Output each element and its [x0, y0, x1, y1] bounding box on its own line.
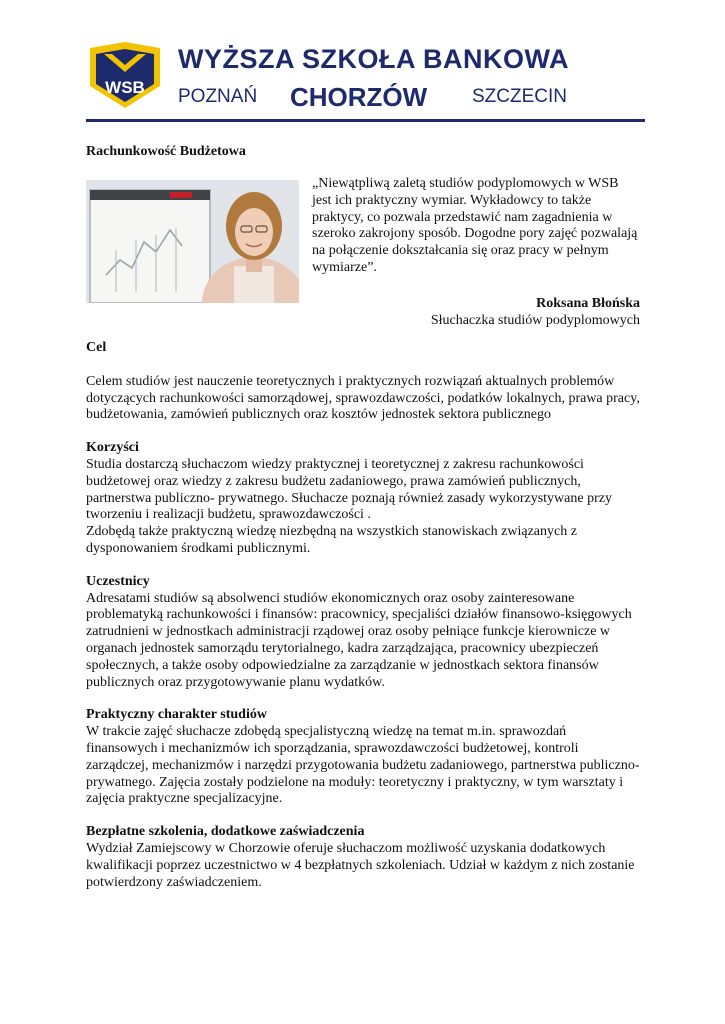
city-chorzow: CHORZÓW — [290, 82, 428, 112]
author-name: Roksana Błońska — [536, 296, 640, 311]
city-szczecin: SZCZECIN — [472, 86, 567, 107]
header-divider — [86, 119, 645, 122]
wsb-logo-emblem — [86, 42, 164, 110]
document-body — [86, 144, 640, 891]
testimonial-author — [431, 296, 640, 330]
student-photo — [86, 180, 299, 303]
section-text-cel: Celem studiów jest nauczenie teoretycznych i praktycznych rozwiązań aktualnych problemów dotyczących rachunkowości samorządowej, sprawozdawczości, podatków lokalnych, prawa pracy, budżetowania, zamówień publicznych oraz kosztów jednostek sektora publicznego — [86, 373, 640, 423]
section-heading-bezplatne: Bezpłatne szkolenia, dodatkowe zaświadczenia — [86, 824, 365, 840]
section-text-bezplatne: Wydział Zamiejscowy w Chorzowie oferuje słuchaczom możliwość uzyskania dodatkowych kwalifikacji poprzez uczestnictwo w 4 bezpłatnych szkoleniach. Udział w każdym z nich zostanie potwierdzony zaświadczeniem. — [86, 840, 635, 890]
section-heading-cel: Cel — [86, 340, 107, 355]
author-role: Słuchaczka studiów podyplomowych — [430, 312, 640, 328]
header — [86, 38, 646, 122]
section-text-praktyczny: W trakcie zajęć słuchacze zdobędą specjalistyczną wiedzę na temat m.in. sprawozdań finansowych i mechanizmów ich sporządzania, sprawozdawczości budżetowej, kontroli zarządczej, mechanizmów i narzędzi przygotowania budżetu zadaniowego, partnerstwa publiczno-prywatnego. Zajęcia zostały podzielone na moduły: teoretyczny i praktyczny, w tym warsztaty i zajęcia praktyczne specjalizacyjne. — [86, 724, 640, 807]
city-poznan: POZNAŃ — [178, 86, 258, 107]
section-text-korzysci: Studia dostarczą słuchaczom wiedzy praktycznej i teoretycznej z zakresu rachunkowości budżetowej oraz wiedzy z zakresu budżetu zadaniowego, prawa zamówień publicznych, partnerstwa publiczno- prywatnego. Słuchacze poznają również zasady wykorzystywane przy tworzeniu i realizacji budżetu, sprawozdawczości . — [86, 456, 612, 523]
city-list — [178, 82, 638, 112]
testimonial — [86, 176, 640, 340]
section-text-korzysci-2: Zdobędą także praktyczną wiedzę niezbędną na wszystkich stanowiskach związanych z dysponowaniem środkami publicznymi. — [86, 524, 577, 556]
section-heading-uczestnicy: Uczestnicy — [86, 573, 150, 589]
logo-wsb-text: WSB — [105, 78, 145, 97]
school-name: WYŻSZA SZKOŁA BANKOWA — [178, 44, 569, 74]
testimonial-quote: „Niewątpliwą zaletą studiów podyplomowych w WSB jest ich praktyczny wymiar. Wykładowcy to także praktycy, co pozwala przedstawić nam zagadnienia w szeroko zakrojony sposób. Dogodne pory zajęć pozwalają na połączenie dokształcania się oraz pracy w pełnym wymiarze”. — [312, 176, 638, 275]
document-title: Rachunkowość Budżetowa — [86, 144, 246, 159]
section-heading-korzysci: Korzyści — [86, 440, 139, 456]
section-heading-praktyczny: Praktyczny charakter studiów — [86, 707, 267, 723]
section-text-uczestnicy: Adresatami studiów są absolwenci studiów ekonomicznych oraz osoby zainteresowane problematyką rachunkowości i finansów: pracownicy, specjaliści działów finansowo-księgowych zatrudnieni w jednostkach administracji rządowej oraz osoby pełniące funkcje kierownicze w organach jednostek samorządu terytorialnego, kadra zarządzająca, pracownicy ubezpieczeń społecznych, a także osoby odpowiedzialne za zarządzanie w jednostkach sektora finansów publicznych oraz przygotowywanie planu wydatków. — [86, 590, 632, 690]
